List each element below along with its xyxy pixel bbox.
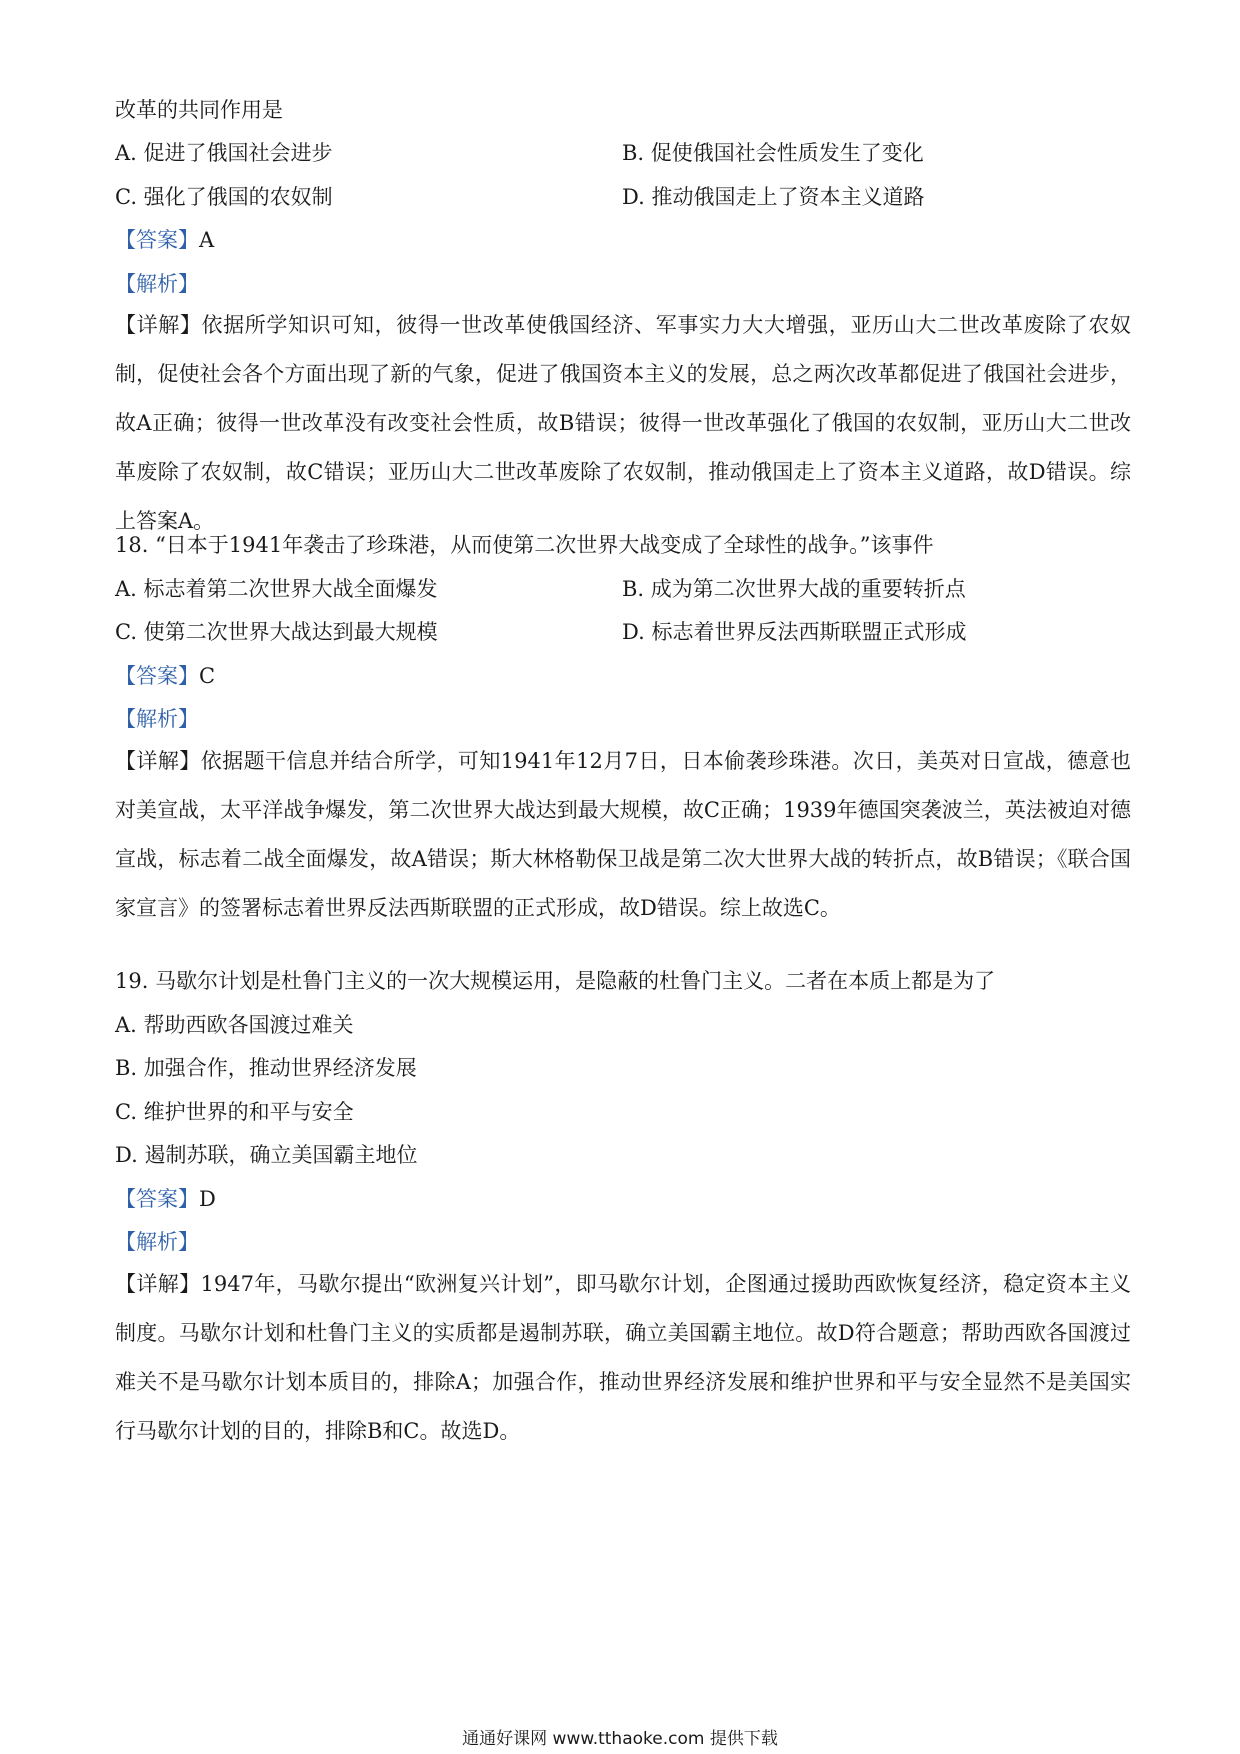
analysis-tag: 【解析】	[115, 272, 199, 296]
q18-option-b: B. 成为第二次世界大战的重要转折点	[622, 577, 966, 601]
q17-option-c: C. 强化了俄国的农奴制	[115, 185, 333, 209]
q19-option-a: A. 帮助西欧各国渡过难关	[115, 1013, 354, 1037]
detail-tag: 【详解】	[115, 1272, 201, 1296]
q18-option-a: A. 标志着第二次世界大战全面爆发	[115, 577, 438, 601]
q19-option-b: B. 加强合作，推动世界经济发展	[115, 1056, 417, 1080]
q19-analysis-heading	[115, 1228, 199, 1256]
q17-option-a: A. 促进了俄国社会进步	[115, 141, 333, 165]
q17-detail	[115, 301, 1131, 546]
q18-option-c: C. 使第二次世界大战达到最大规模	[115, 620, 438, 644]
answer-value: D	[199, 1187, 216, 1211]
detail-text: 依据题干信息并结合所学，可知1941年12月7日，日本偷袭珍珠港。次日，美英对日宣战，德意也对美宣战，太平洋战争爆发，第二次世界大战达到最大规模，故C正确；1939年德国突袭波兰，英法被迫对德宣战，标志着二战全面爆发，故A错误；斯大林格勒保卫战是第二次大世界大战的转折点，故B错误；《联合国家宣言》的签署标志着世界反法西斯联盟的正式形成，故D错误。综上故选C。	[115, 749, 1131, 920]
q17-answer	[115, 226, 214, 254]
q17-stem-tail: 改革的共同作用是	[115, 98, 283, 122]
q17-option-b: B. 促使俄国社会性质发生了变化	[622, 141, 924, 165]
q19-option-c: C. 维护世界的和平与安全	[115, 1100, 354, 1124]
q19-detail	[115, 1260, 1131, 1456]
q18-stem: 18. “日本于1941年袭击了珍珠港，从而使第二次世界大战变成了全球性的战争。”该事件	[115, 533, 934, 557]
detail-text: 1947年，马歇尔提出“欧洲复兴计划”，即马歇尔计划，企图通过援助西欧恢复经济，稳定资本主义制度。马歇尔计划和杜鲁门主义的实质都是遏制苏联，确立美国霸主地位。故D符合题意；帮助西欧各国渡过难关不是马歇尔计划本质目的，排除A；加强合作，推动世界经济发展和维护世界和平与安全显然不是美国实行马歇尔计划的目的，排除B和C。故选D。	[115, 1272, 1132, 1443]
page-footer: 通通好课网 www.tthaoke.com 提供下载	[462, 1729, 778, 1749]
answer-value: A	[199, 228, 215, 252]
answer-tag: 【答案】	[115, 228, 199, 252]
analysis-tag: 【解析】	[115, 1230, 199, 1254]
q19-stem: 19. 马歇尔计划是杜鲁门主义的一次大规模运用，是隐蔽的杜鲁门主义。二者在本质上都是为了	[115, 969, 996, 993]
q17-option-d: D. 推动俄国走上了资本主义道路	[622, 185, 925, 209]
detail-text: 依据所学知识可知，彼得一世改革使俄国经济、军事实力大大增强，亚历山大二世改革废除了农奴制，促使社会各个方面出现了新的气象，促进了俄国资本主义的发展，总之两次改革都促进了俄国社会进步，故A正确；彼得一世改革没有改变社会性质，故B错误；彼得一世改革强化了俄国的农奴制，亚历山大二世改革废除了农奴制，故C错误；亚历山大二世改革废除了农奴制，推动俄国走上了资本主义道路，故D错误。综上答案A。	[115, 313, 1132, 533]
detail-tag: 【详解】	[115, 749, 201, 773]
q18-analysis-heading	[115, 705, 199, 733]
detail-tag: 【详解】	[115, 313, 202, 337]
answer-value: C	[199, 664, 216, 688]
q18-answer	[115, 662, 215, 690]
analysis-tag: 【解析】	[115, 707, 199, 731]
q17-analysis-heading	[115, 270, 199, 298]
q19-answer	[115, 1185, 216, 1213]
answer-tag: 【答案】	[115, 1187, 199, 1211]
q19-option-d: D. 遏制苏联，确立美国霸主地位	[115, 1143, 418, 1167]
q18-detail	[115, 737, 1131, 933]
q18-option-d: D. 标志着世界反法西斯联盟正式形成	[622, 620, 967, 644]
answer-tag: 【答案】	[115, 664, 199, 688]
